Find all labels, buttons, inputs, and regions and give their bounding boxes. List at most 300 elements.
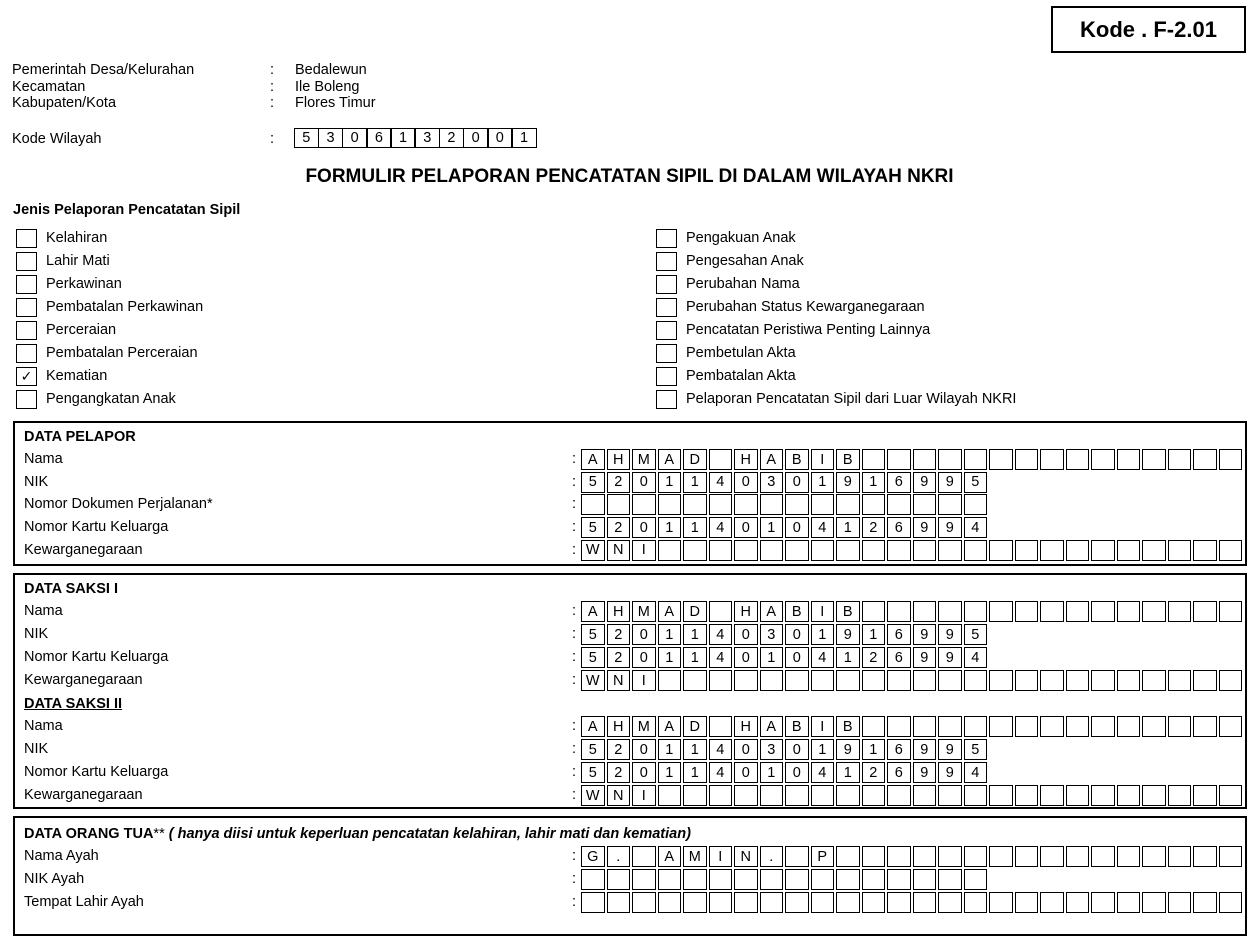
char-cell[interactable] <box>836 494 860 515</box>
char-cell[interactable] <box>862 892 886 913</box>
char-cell[interactable] <box>989 846 1013 867</box>
char-cell[interactable]: M <box>632 449 656 470</box>
char-cell[interactable] <box>913 716 937 737</box>
option-item[interactable] <box>656 389 1016 409</box>
char-cell[interactable]: 5 <box>964 472 988 493</box>
char-cell[interactable] <box>964 670 988 691</box>
char-cell[interactable] <box>709 716 733 737</box>
option-item[interactable] <box>656 366 796 386</box>
char-cell[interactable] <box>785 892 809 913</box>
char-cell[interactable] <box>1168 601 1192 622</box>
char-cell[interactable]: 1 <box>760 517 784 538</box>
char-cell[interactable] <box>1040 716 1064 737</box>
option-item[interactable] <box>656 251 804 271</box>
char-cell[interactable] <box>836 540 860 561</box>
option-item[interactable] <box>16 320 116 340</box>
char-cell[interactable] <box>1168 449 1192 470</box>
char-cell[interactable]: 0 <box>785 472 809 493</box>
char-cell[interactable]: 9 <box>913 624 937 645</box>
char-cell[interactable] <box>785 846 809 867</box>
char-cell[interactable] <box>1015 785 1039 806</box>
char-cell[interactable]: 6 <box>887 762 911 783</box>
char-cell[interactable] <box>989 449 1013 470</box>
char-cell[interactable]: 9 <box>938 472 962 493</box>
char-cell[interactable] <box>1142 716 1166 737</box>
checkbox[interactable] <box>656 229 677 248</box>
char-cell[interactable] <box>913 869 937 890</box>
char-cell[interactable] <box>1193 846 1217 867</box>
char-cell[interactable] <box>1142 601 1166 622</box>
char-cell[interactable] <box>734 869 758 890</box>
checkbox[interactable] <box>656 367 677 386</box>
char-cell[interactable] <box>1091 785 1115 806</box>
char-cell[interactable]: 0 <box>734 762 758 783</box>
char-cell[interactable] <box>938 892 962 913</box>
char-cell[interactable] <box>811 540 835 561</box>
char-cell[interactable] <box>1193 540 1217 561</box>
char-cell[interactable]: 1 <box>658 472 682 493</box>
char-cell[interactable] <box>683 869 707 890</box>
char-cell[interactable]: I <box>811 716 835 737</box>
char-cell[interactable]: N <box>607 785 631 806</box>
checkbox[interactable] <box>16 344 37 363</box>
char-cell[interactable] <box>658 494 682 515</box>
char-cell[interactable]: 1 <box>811 739 835 760</box>
char-cell[interactable] <box>964 869 988 890</box>
char-cell[interactable] <box>913 846 937 867</box>
char-cell[interactable] <box>964 540 988 561</box>
char-cell[interactable] <box>1091 449 1115 470</box>
char-cell[interactable] <box>1193 785 1217 806</box>
char-cell[interactable]: A <box>760 449 784 470</box>
char-cell[interactable]: A <box>658 716 682 737</box>
char-cell[interactable]: H <box>734 449 758 470</box>
char-cell[interactable]: A <box>581 601 605 622</box>
char-cell[interactable] <box>658 785 682 806</box>
char-cell[interactable] <box>1015 716 1039 737</box>
char-cell[interactable] <box>1117 716 1141 737</box>
char-cell[interactable]: 6 <box>887 517 911 538</box>
char-cell[interactable]: 1 <box>862 472 886 493</box>
char-cell[interactable]: 0 <box>734 624 758 645</box>
option-item[interactable] <box>656 320 930 340</box>
char-cell[interactable] <box>862 540 886 561</box>
char-cell[interactable]: M <box>632 601 656 622</box>
char-cell[interactable] <box>913 892 937 913</box>
char-cell[interactable] <box>862 785 886 806</box>
char-cell[interactable]: 0 <box>734 739 758 760</box>
char-cell[interactable]: 2 <box>862 762 886 783</box>
char-cell[interactable]: H <box>607 449 631 470</box>
char-cell[interactable]: 4 <box>709 517 733 538</box>
char-cell[interactable] <box>1219 670 1243 691</box>
char-cell[interactable] <box>658 670 682 691</box>
char-cell[interactable]: 1 <box>836 517 860 538</box>
char-cell[interactable] <box>887 846 911 867</box>
char-cell[interactable] <box>938 449 962 470</box>
checkbox[interactable] <box>16 275 37 294</box>
char-cell[interactable]: 3 <box>760 739 784 760</box>
char-cell[interactable]: I <box>632 670 656 691</box>
char-cell[interactable]: 9 <box>836 472 860 493</box>
char-cell[interactable] <box>709 540 733 561</box>
char-cell[interactable] <box>836 785 860 806</box>
char-cell[interactable] <box>1066 670 1090 691</box>
char-cell[interactable]: A <box>760 601 784 622</box>
char-cell[interactable]: 0 <box>632 472 656 493</box>
char-cell[interactable]: 1 <box>683 517 707 538</box>
char-cell[interactable] <box>1219 892 1243 913</box>
char-cell[interactable]: 9 <box>836 739 860 760</box>
char-cell[interactable] <box>1117 785 1141 806</box>
char-cell[interactable] <box>1168 846 1192 867</box>
char-cell[interactable]: I <box>811 601 835 622</box>
char-cell[interactable]: N <box>607 540 631 561</box>
option-item[interactable] <box>16 389 176 409</box>
char-cell[interactable] <box>938 869 962 890</box>
char-cell[interactable]: 3 <box>760 624 784 645</box>
checkbox[interactable] <box>656 298 677 317</box>
char-cell[interactable] <box>1168 670 1192 691</box>
char-cell[interactable]: 9 <box>938 517 962 538</box>
char-cell[interactable] <box>1015 449 1039 470</box>
char-cell[interactable]: 2 <box>607 472 631 493</box>
char-cell[interactable] <box>1066 601 1090 622</box>
char-cell[interactable] <box>1193 670 1217 691</box>
char-cell[interactable]: 0 <box>785 647 809 668</box>
char-cell[interactable]: N <box>607 670 631 691</box>
char-cell[interactable] <box>1015 846 1039 867</box>
char-cell[interactable]: 2 <box>862 647 886 668</box>
char-cell[interactable]: 5 <box>964 739 988 760</box>
char-cell[interactable]: 4 <box>709 472 733 493</box>
char-cell[interactable] <box>862 716 886 737</box>
char-cell[interactable] <box>1040 449 1064 470</box>
char-cell[interactable] <box>709 670 733 691</box>
checkbox[interactable] <box>16 229 37 248</box>
option-item[interactable] <box>16 297 203 317</box>
char-cell[interactable]: 4 <box>709 762 733 783</box>
checkbox[interactable] <box>656 275 677 294</box>
char-cell[interactable]: 5 <box>581 517 605 538</box>
char-cell[interactable] <box>862 846 886 867</box>
char-cell[interactable] <box>862 869 886 890</box>
char-cell[interactable]: 0 <box>632 739 656 760</box>
char-cell[interactable] <box>913 785 937 806</box>
char-cell[interactable] <box>1066 449 1090 470</box>
char-cell[interactable]: H <box>607 601 631 622</box>
char-cell[interactable] <box>632 869 656 890</box>
char-cell[interactable]: 0 <box>632 624 656 645</box>
char-cell[interactable]: 4 <box>709 624 733 645</box>
char-cell[interactable] <box>1168 716 1192 737</box>
char-cell[interactable]: A <box>658 449 682 470</box>
char-cell[interactable] <box>938 494 962 515</box>
char-cell[interactable] <box>1015 892 1039 913</box>
char-cell[interactable]: P <box>811 846 835 867</box>
char-cell[interactable] <box>1040 601 1064 622</box>
char-cell[interactable] <box>1219 846 1243 867</box>
char-cell[interactable] <box>760 494 784 515</box>
char-cell[interactable]: 1 <box>683 762 707 783</box>
char-cell[interactable]: B <box>785 601 809 622</box>
char-cell[interactable] <box>887 494 911 515</box>
char-cell[interactable] <box>607 892 631 913</box>
char-cell[interactable]: D <box>683 449 707 470</box>
char-cell[interactable] <box>785 670 809 691</box>
char-cell[interactable]: 9 <box>913 472 937 493</box>
char-cell[interactable]: 1 <box>836 647 860 668</box>
char-cell[interactable] <box>1117 670 1141 691</box>
char-cell[interactable] <box>836 846 860 867</box>
char-cell[interactable] <box>607 869 631 890</box>
char-cell[interactable] <box>683 670 707 691</box>
char-cell[interactable]: I <box>709 846 733 867</box>
char-cell[interactable]: 4 <box>709 647 733 668</box>
char-cell[interactable] <box>887 892 911 913</box>
char-cell[interactable]: 0 <box>632 647 656 668</box>
char-cell[interactable] <box>760 670 784 691</box>
char-cell[interactable] <box>887 869 911 890</box>
char-cell[interactable]: A <box>760 716 784 737</box>
char-cell[interactable] <box>938 846 962 867</box>
char-cell[interactable] <box>938 785 962 806</box>
char-cell[interactable] <box>938 540 962 561</box>
char-cell[interactable] <box>1015 540 1039 561</box>
char-cell[interactable] <box>1219 785 1243 806</box>
char-cell[interactable] <box>964 892 988 913</box>
char-cell[interactable] <box>811 869 835 890</box>
char-cell[interactable] <box>938 670 962 691</box>
char-cell[interactable] <box>1193 601 1217 622</box>
char-cell[interactable] <box>1168 540 1192 561</box>
char-cell[interactable] <box>964 494 988 515</box>
option-item[interactable] <box>16 228 107 248</box>
char-cell[interactable] <box>887 785 911 806</box>
char-cell[interactable] <box>1219 716 1243 737</box>
char-cell[interactable]: A <box>581 449 605 470</box>
char-cell[interactable]: 3 <box>760 472 784 493</box>
char-cell[interactable] <box>989 601 1013 622</box>
char-cell[interactable] <box>734 670 758 691</box>
char-cell[interactable]: B <box>836 601 860 622</box>
char-cell[interactable] <box>1168 892 1192 913</box>
char-cell[interactable] <box>913 540 937 561</box>
char-cell[interactable]: 1 <box>658 647 682 668</box>
char-cell[interactable] <box>1091 670 1115 691</box>
char-cell[interactable] <box>1015 670 1039 691</box>
char-cell[interactable]: 1 <box>836 762 860 783</box>
char-cell[interactable]: 9 <box>938 647 962 668</box>
char-cell[interactable]: B <box>785 449 809 470</box>
char-cell[interactable] <box>1040 785 1064 806</box>
option-item[interactable] <box>656 343 796 363</box>
char-cell[interactable] <box>862 449 886 470</box>
char-cell[interactable] <box>785 869 809 890</box>
char-cell[interactable] <box>632 846 656 867</box>
checkbox[interactable] <box>656 344 677 363</box>
char-cell[interactable] <box>862 601 886 622</box>
checkbox[interactable] <box>16 390 37 409</box>
char-cell[interactable] <box>709 601 733 622</box>
char-cell[interactable] <box>938 716 962 737</box>
char-cell[interactable]: 4 <box>811 762 835 783</box>
char-cell[interactable]: 9 <box>836 624 860 645</box>
char-cell[interactable] <box>632 494 656 515</box>
checkbox[interactable] <box>656 252 677 271</box>
char-cell[interactable] <box>760 869 784 890</box>
char-cell[interactable]: I <box>811 449 835 470</box>
char-cell[interactable]: 1 <box>683 472 707 493</box>
char-cell[interactable] <box>836 670 860 691</box>
char-cell[interactable] <box>887 670 911 691</box>
checkbox[interactable] <box>16 321 37 340</box>
option-item[interactable] <box>656 297 925 317</box>
char-cell[interactable]: W <box>581 785 605 806</box>
char-cell[interactable]: 0 <box>734 517 758 538</box>
char-cell[interactable]: 0 <box>734 647 758 668</box>
char-cell[interactable]: N <box>734 846 758 867</box>
char-cell[interactable]: M <box>632 716 656 737</box>
char-cell[interactable]: H <box>607 716 631 737</box>
char-cell[interactable]: B <box>785 716 809 737</box>
char-cell[interactable] <box>658 892 682 913</box>
char-cell[interactable] <box>964 846 988 867</box>
char-cell[interactable] <box>1142 540 1166 561</box>
char-cell[interactable] <box>1142 670 1166 691</box>
char-cell[interactable] <box>913 449 937 470</box>
char-cell[interactable] <box>709 892 733 913</box>
char-cell[interactable] <box>709 785 733 806</box>
char-cell[interactable]: 2 <box>607 517 631 538</box>
char-cell[interactable] <box>1091 846 1115 867</box>
char-cell[interactable] <box>1117 892 1141 913</box>
char-cell[interactable] <box>709 869 733 890</box>
char-cell[interactable]: 2 <box>607 624 631 645</box>
char-cell[interactable] <box>683 540 707 561</box>
char-cell[interactable] <box>887 716 911 737</box>
checked-checkbox[interactable] <box>16 367 37 386</box>
char-cell[interactable]: D <box>683 716 707 737</box>
char-cell[interactable] <box>1168 785 1192 806</box>
char-cell[interactable] <box>785 785 809 806</box>
char-cell[interactable]: 9 <box>913 739 937 760</box>
char-cell[interactable]: 6 <box>887 624 911 645</box>
char-cell[interactable]: 0 <box>785 624 809 645</box>
char-cell[interactable] <box>683 785 707 806</box>
char-cell[interactable] <box>1066 892 1090 913</box>
char-cell[interactable] <box>785 540 809 561</box>
char-cell[interactable]: 5 <box>581 472 605 493</box>
char-cell[interactable]: 5 <box>581 762 605 783</box>
option-item[interactable] <box>16 366 107 386</box>
char-cell[interactable]: 4 <box>964 647 988 668</box>
char-cell[interactable] <box>581 892 605 913</box>
char-cell[interactable] <box>1040 670 1064 691</box>
char-cell[interactable]: 4 <box>964 762 988 783</box>
char-cell[interactable]: 9 <box>913 647 937 668</box>
char-cell[interactable]: 4 <box>811 517 835 538</box>
char-cell[interactable]: I <box>632 785 656 806</box>
char-cell[interactable] <box>964 601 988 622</box>
char-cell[interactable] <box>760 892 784 913</box>
char-cell[interactable] <box>607 494 631 515</box>
char-cell[interactable] <box>658 869 682 890</box>
char-cell[interactable]: 9 <box>938 624 962 645</box>
char-cell[interactable] <box>1142 846 1166 867</box>
char-cell[interactable] <box>964 785 988 806</box>
char-cell[interactable] <box>1193 892 1217 913</box>
char-cell[interactable]: 6 <box>887 472 911 493</box>
char-cell[interactable]: 2 <box>607 647 631 668</box>
char-cell[interactable] <box>989 670 1013 691</box>
char-cell[interactable] <box>913 601 937 622</box>
char-cell[interactable]: 4 <box>964 517 988 538</box>
char-cell[interactable] <box>1117 540 1141 561</box>
char-cell[interactable] <box>1066 540 1090 561</box>
char-cell[interactable]: 9 <box>913 762 937 783</box>
char-cell[interactable]: 0 <box>785 739 809 760</box>
char-cell[interactable] <box>1091 540 1115 561</box>
char-cell[interactable] <box>760 785 784 806</box>
char-cell[interactable] <box>785 494 809 515</box>
char-cell[interactable] <box>938 601 962 622</box>
char-cell[interactable]: 1 <box>658 624 682 645</box>
option-item[interactable] <box>656 228 796 248</box>
char-cell[interactable] <box>1142 785 1166 806</box>
char-cell[interactable]: A <box>658 846 682 867</box>
char-cell[interactable]: 9 <box>938 762 962 783</box>
char-cell[interactable] <box>964 449 988 470</box>
char-cell[interactable]: M <box>683 846 707 867</box>
char-cell[interactable]: . <box>760 846 784 867</box>
char-cell[interactable] <box>658 540 682 561</box>
char-cell[interactable] <box>1219 449 1243 470</box>
char-cell[interactable]: 1 <box>683 647 707 668</box>
char-cell[interactable] <box>964 716 988 737</box>
char-cell[interactable] <box>734 494 758 515</box>
char-cell[interactable] <box>887 449 911 470</box>
option-item[interactable] <box>16 343 198 363</box>
char-cell[interactable] <box>1219 540 1243 561</box>
char-cell[interactable] <box>1040 892 1064 913</box>
char-cell[interactable] <box>581 869 605 890</box>
char-cell[interactable] <box>632 892 656 913</box>
char-cell[interactable] <box>1040 846 1064 867</box>
char-cell[interactable] <box>887 540 911 561</box>
char-cell[interactable]: 5 <box>581 647 605 668</box>
char-cell[interactable]: 1 <box>683 624 707 645</box>
char-cell[interactable] <box>1193 716 1217 737</box>
char-cell[interactable] <box>811 892 835 913</box>
char-cell[interactable]: 1 <box>683 739 707 760</box>
char-cell[interactable] <box>1193 449 1217 470</box>
char-cell[interactable]: H <box>734 716 758 737</box>
option-item[interactable] <box>656 274 800 294</box>
char-cell[interactable] <box>1117 846 1141 867</box>
char-cell[interactable] <box>836 869 860 890</box>
char-cell[interactable] <box>1066 785 1090 806</box>
char-cell[interactable]: 0 <box>785 517 809 538</box>
char-cell[interactable]: 1 <box>760 762 784 783</box>
char-cell[interactable] <box>734 892 758 913</box>
char-cell[interactable] <box>1066 846 1090 867</box>
char-cell[interactable] <box>989 892 1013 913</box>
char-cell[interactable]: 9 <box>913 517 937 538</box>
char-cell[interactable]: 0 <box>632 762 656 783</box>
char-cell[interactable]: D <box>683 601 707 622</box>
char-cell[interactable]: 4 <box>709 739 733 760</box>
